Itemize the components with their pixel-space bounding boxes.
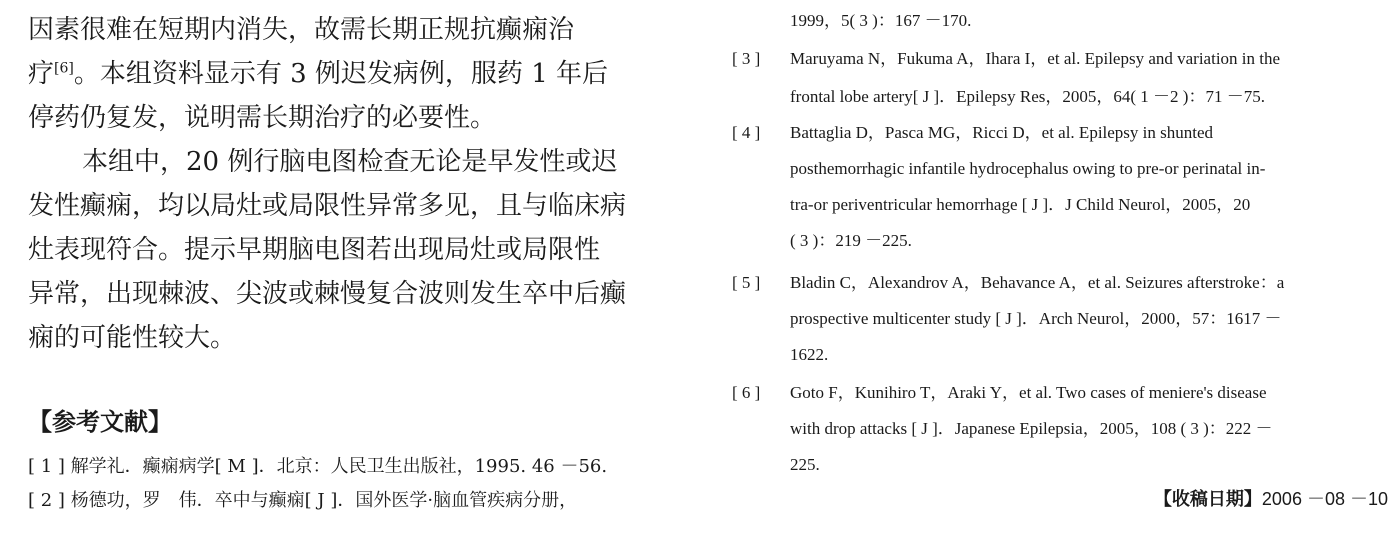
reference-1-text: 解学礼．癫痫病学[ M ]．北京：人民卫生出版社，1995. 46 －56. (70, 456, 608, 477)
reference-3-line-2: frontal lobe artery[ J ]．Epilepsy Res，2005，64( 1 －2 )：71 －75. (790, 87, 1265, 106)
reference-5-num: [ 5 ] (732, 273, 761, 292)
citation-superscript: [6] (54, 60, 74, 77)
reference-1 (28, 452, 607, 482)
body-line-2 (28, 52, 608, 96)
body-line-8: 痫的可能性较大。 (28, 323, 237, 353)
reference-4-line-2: posthemorrhagic infantile hydrocephalus owing to pre-or perinatal in- (790, 159, 1266, 178)
left-column (0, 0, 690, 547)
reference-5-line-2: prospective multicenter study [ J ]．Arch Neurol，2000，57：1617 － (790, 309, 1282, 328)
reference-4-num: [ 4 ] (732, 123, 761, 142)
reference-4-line-4: ( 3 )：219 －225. (790, 231, 912, 250)
body-line-2-start: 疗 (28, 59, 55, 89)
reference-5-line-3: 1622. (790, 345, 829, 364)
reference-2-text: 杨德功，罗 伟．卒中与癫痫[ J ]．国外医学·脑血管疾病分册， (70, 490, 578, 511)
reference-3-num: [ 3 ] (732, 49, 761, 68)
reference-2-continuation: 1999，5( 3 )：167 －170. (790, 11, 972, 30)
body-line-1: 因素很难在短期内消失，故需长期正规抗癫痫治 (28, 15, 575, 45)
reference-2 (28, 486, 577, 516)
body-line-7: 异常，出现棘波、尖波或棘慢复合波则发生卒中后癫 (28, 279, 627, 309)
reference-2-num: [ 2 ] (28, 490, 65, 511)
reference-6-line-3: 225. (790, 455, 820, 474)
reference-6-line-1: Goto F，Kunihiro T，Araki Y，et al. Two cases of meniere's disease (790, 383, 1267, 402)
reference-4-line-3: tra-or periventricular hemorrhage [ J ]．J Child Neurol，2005，20 (790, 195, 1251, 214)
references-heading: 【参考文献】 (28, 408, 172, 436)
reference-5-line-1: Bladin C，Alexandrov A，Behavance A，et al. Seizures afterstroke：a (790, 273, 1285, 292)
reference-6-line-2: with drop attacks [ J ]．Japanese Epilepsia，2005，108 ( 3 )：222 － (790, 419, 1273, 438)
body-line-4: 本组中，20 例行脑电图检查无论是早发性或迟 (82, 147, 618, 177)
body-line-5: 发性癫痫，均以局灶或局限性异常多见，且与临床病 (28, 191, 627, 221)
reference-4-line-1: Battaglia D，Pasca MG，Ricci D，et al. Epilepsy in shunted (790, 123, 1214, 142)
body-line-6: 灶表现符合。提示早期脑电图若出现局灶或局限性 (28, 235, 601, 265)
received-date-label: 【收稿日期】 (1153, 489, 1262, 510)
body-line-2-end: 。本组资料显示有 3 例迟发病例，服药 1 年后 (73, 59, 609, 89)
received-date (1154, 484, 1388, 515)
right-column (720, 0, 1400, 547)
reference-3-line-1: Maruyama N，Fukuma A，Ihara I，et al. Epilepsy and variation in the (790, 49, 1281, 68)
reference-1-num: [ 1 ] (28, 456, 65, 477)
received-date-value: 2006 －08 －10 (1261, 489, 1388, 509)
reference-6-num: [ 6 ] (732, 383, 761, 402)
body-line-3: 停药仍复发，说明需长期治疗的必要性。 (28, 103, 497, 133)
